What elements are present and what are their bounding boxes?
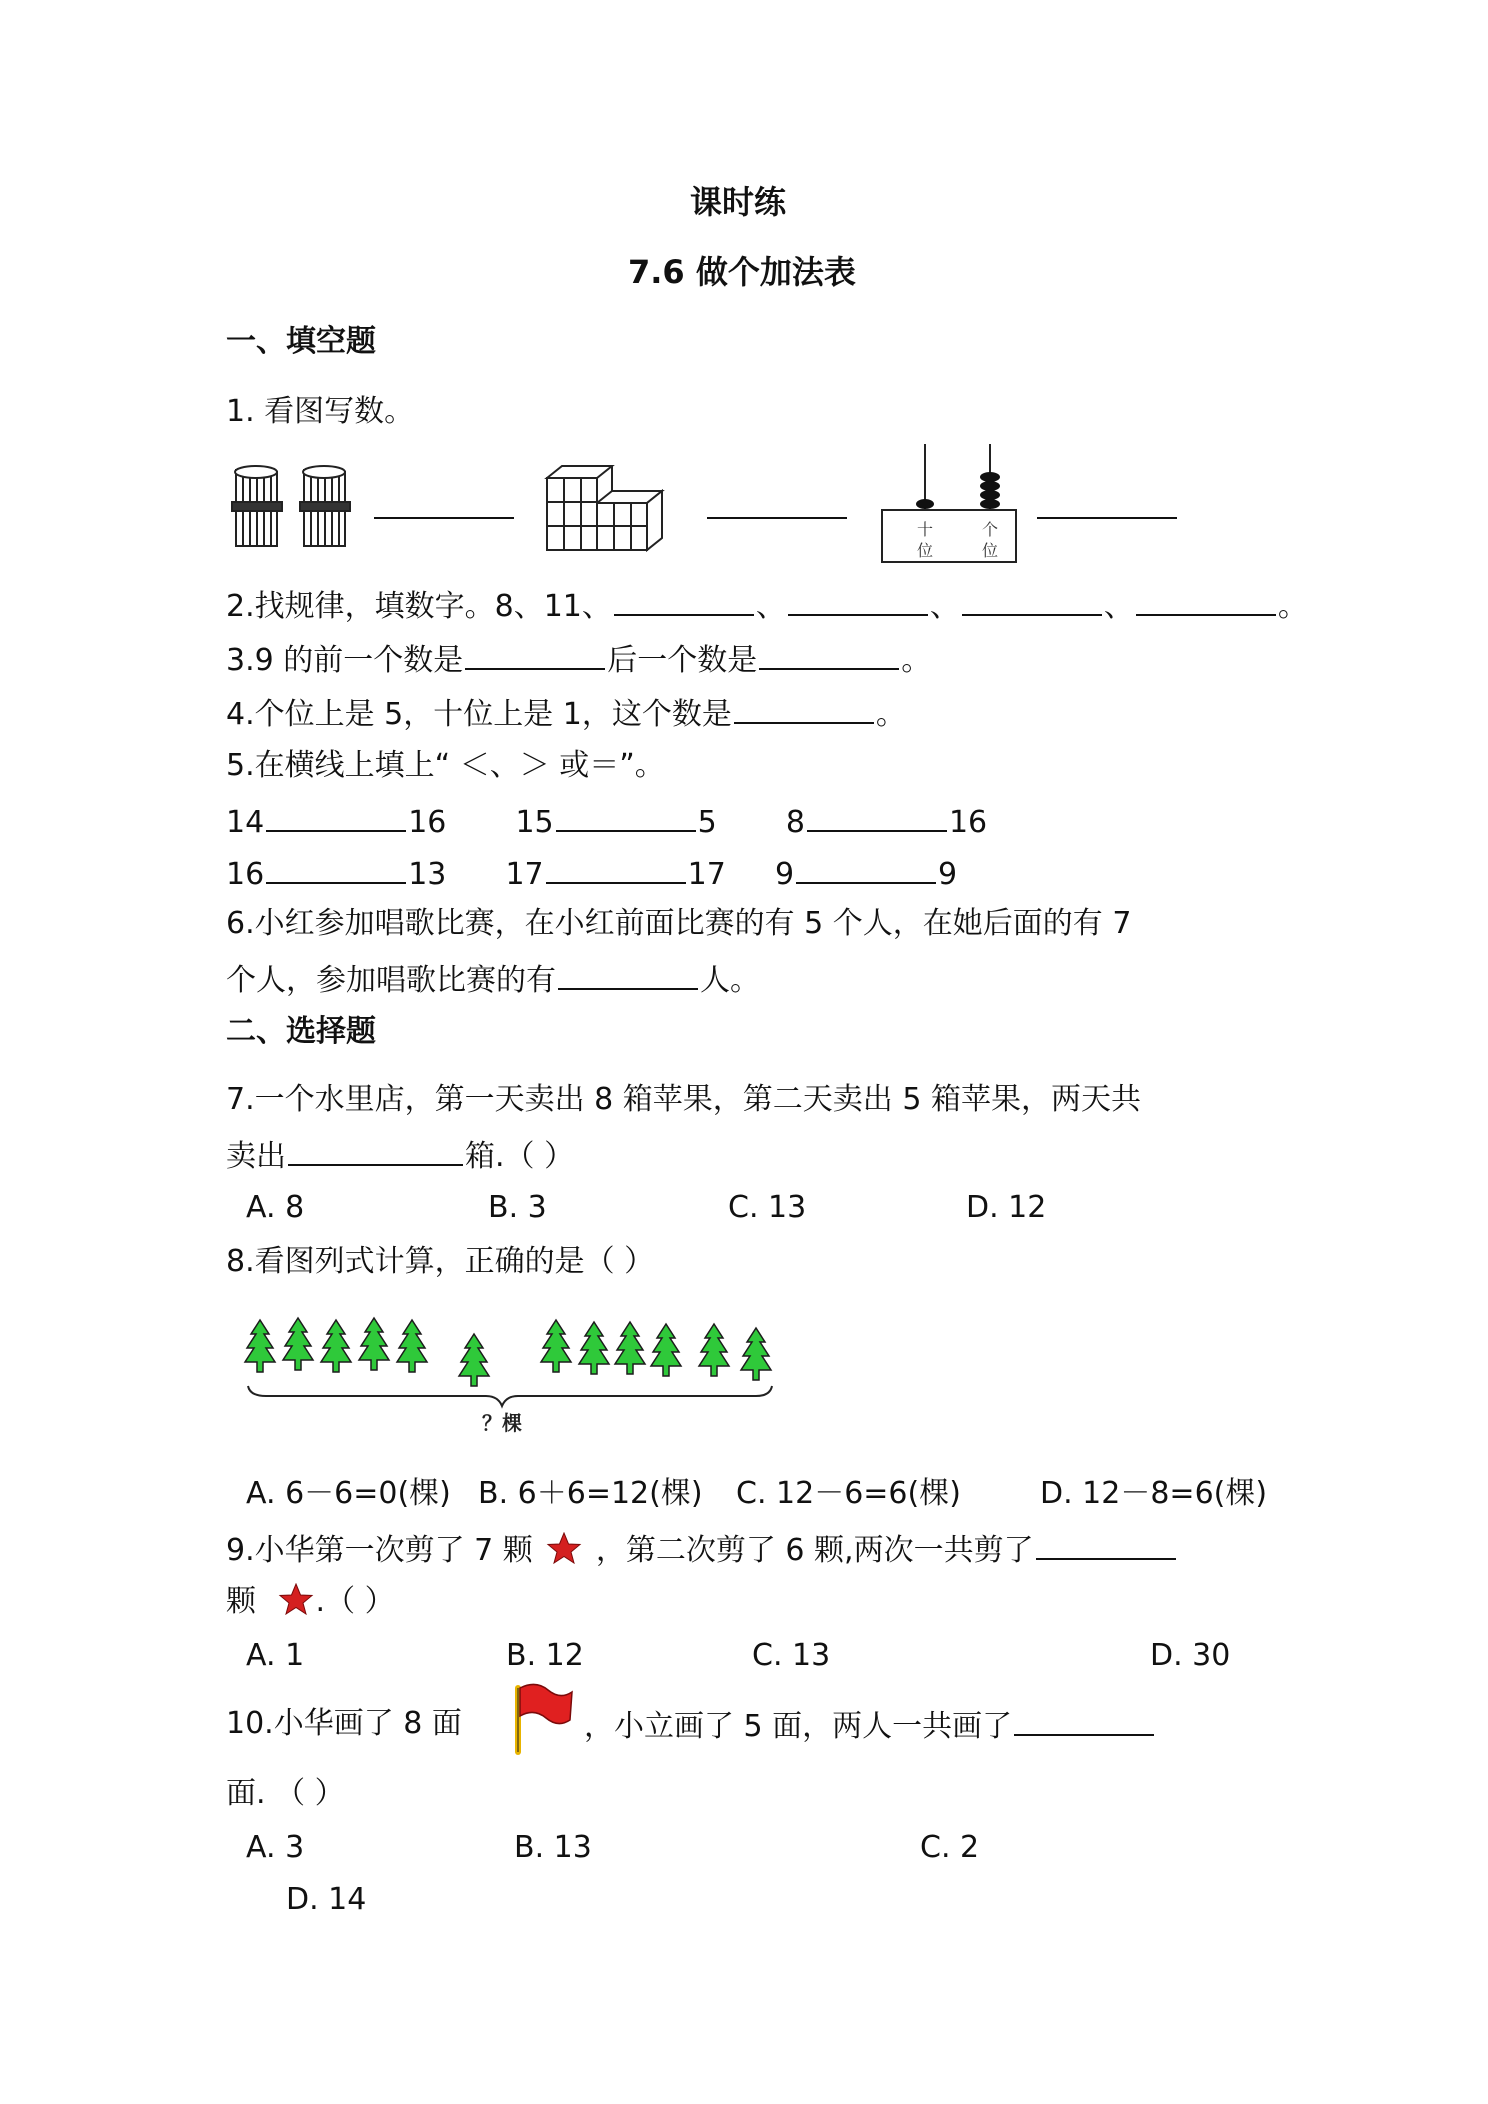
compare-left: 9 xyxy=(774,857,795,892)
tree xyxy=(615,1322,645,1374)
compare-left: 15 xyxy=(515,805,554,840)
stick-bundle xyxy=(300,466,350,546)
question-1-text: 1. 看图写数。 xyxy=(226,394,415,429)
question-9-line-1 xyxy=(226,1528,1178,1571)
compare-right: 16 xyxy=(408,805,447,840)
option-9-b[interactable]: B. 12 xyxy=(506,1638,584,1673)
question-10-line-1b xyxy=(584,1704,1156,1747)
question-5-text: 5.在横线上填上“ ＜、＞ 或＝”。 xyxy=(226,748,665,783)
compare-blank[interactable] xyxy=(546,852,686,884)
doc-title: 7.6 做个加法表 xyxy=(628,253,856,291)
tree xyxy=(741,1328,771,1380)
answer-blank-3a[interactable] xyxy=(465,638,605,670)
compare-right: 13 xyxy=(408,857,447,892)
question-4-text: 4.个位上是 5，十位上是 1，这个数是 xyxy=(226,697,732,732)
question-7-text-a: 卖出 xyxy=(226,1139,286,1174)
tree xyxy=(541,1320,571,1372)
question-8-text: 8.看图列式计算，正确的是（ ） xyxy=(226,1244,655,1279)
compare-right: 9 xyxy=(938,857,958,892)
answer-blank-1a[interactable] xyxy=(372,487,516,530)
stick-bundle xyxy=(232,466,282,546)
star-icon xyxy=(546,1532,582,1564)
option-10-a[interactable]: A. 3 xyxy=(246,1830,305,1865)
abacus-figure xyxy=(880,440,1020,565)
stick-bundles-figure xyxy=(228,462,363,552)
option-7-a[interactable]: A. 8 xyxy=(246,1190,305,1225)
compare-row-2 xyxy=(226,852,957,895)
question-6-text-b: 人。 xyxy=(700,963,760,998)
tree xyxy=(699,1324,729,1376)
question-2-line xyxy=(226,584,1308,627)
tree xyxy=(245,1320,275,1372)
period: 。 xyxy=(1277,589,1308,624)
brace-label: ？棵 xyxy=(482,1411,522,1435)
compare-blank[interactable] xyxy=(266,800,406,832)
brace xyxy=(248,1386,772,1406)
tree xyxy=(651,1324,681,1376)
option-8-c[interactable]: C. 12－6=6(棵) xyxy=(736,1476,961,1511)
question-10-text-a: 10.小华画了 8 面 xyxy=(226,1706,462,1741)
option-7-c[interactable]: C. 13 xyxy=(728,1190,807,1225)
abacus-place-label: 位 xyxy=(916,541,934,560)
answer-blank-1c[interactable] xyxy=(1035,487,1179,530)
period: 。 xyxy=(875,697,906,732)
answer-blank-7[interactable] xyxy=(288,1134,463,1166)
option-8-d[interactable]: D. 12－8=6(棵) xyxy=(1040,1476,1268,1511)
answer-blank-4[interactable] xyxy=(734,692,874,724)
answer-blank-9[interactable] xyxy=(1036,1528,1176,1560)
question-4-line xyxy=(226,692,906,735)
tree xyxy=(397,1320,427,1372)
compare-right: 5 xyxy=(697,805,717,840)
compare-blank[interactable] xyxy=(556,800,696,832)
question-9-text-a: 9.小华第一次剪了 7 颗 xyxy=(226,1533,533,1568)
option-8-a[interactable]: A. 6－6=0(棵) xyxy=(246,1476,451,1511)
answer-blank-6[interactable] xyxy=(558,958,698,990)
red-flag-icon xyxy=(508,1680,578,1756)
tree xyxy=(321,1320,351,1372)
cube-blocks-figure xyxy=(542,458,672,558)
tree xyxy=(459,1334,489,1386)
answer-blank-2a[interactable] xyxy=(614,584,754,616)
question-10-line-2: 面. （ ） xyxy=(226,1776,345,1811)
question-9-text-b: ，第二次剪了 6 颗,两次一共剪了 xyxy=(595,1533,1034,1568)
compare-left: 17 xyxy=(505,857,544,892)
compare-blank[interactable] xyxy=(796,852,936,884)
option-10-c[interactable]: C. 2 xyxy=(920,1830,980,1865)
answer-blank-1b[interactable] xyxy=(705,487,849,530)
option-7-b[interactable]: B. 3 xyxy=(488,1190,547,1225)
question-6-line-2 xyxy=(226,958,760,1001)
separator: 、 xyxy=(755,589,786,624)
question-9-text-d: .（ ） xyxy=(315,1584,395,1619)
compare-right: 17 xyxy=(687,857,726,892)
compare-blank[interactable] xyxy=(266,852,406,884)
question-6-text-a: 个人，参加唱歌比赛的有 xyxy=(226,963,556,998)
compare-right: 16 xyxy=(948,805,988,840)
compare-left: 14 xyxy=(226,805,265,840)
abacus-ones-label: 个 xyxy=(981,520,999,539)
separator: 、 xyxy=(1103,589,1134,624)
answer-blank-2d[interactable] xyxy=(1136,584,1276,616)
question-3-text-b: 后一个数是 xyxy=(607,643,758,678)
question-7-line-2 xyxy=(226,1134,574,1177)
question-3-text-a: 3.9 的前一个数是 xyxy=(226,643,464,678)
tree xyxy=(359,1318,389,1370)
question-2-text: 2.找规律，填数字。8、11、 xyxy=(226,589,612,624)
question-7-text-b: 箱.（ ） xyxy=(465,1139,575,1174)
question-6-line-1: 6.小红参加唱歌比赛，在小红前面比赛的有 5 个人，在她后面的有 7 xyxy=(226,906,1132,941)
answer-blank-2c[interactable] xyxy=(962,584,1102,616)
doc-header: 课时练 xyxy=(690,183,787,221)
option-9-c[interactable]: C. 13 xyxy=(752,1638,831,1673)
star-icon xyxy=(278,1583,314,1615)
abacus-tens-label: 十 xyxy=(916,520,934,539)
section-heading-multiple-choice: 二、选择题 xyxy=(226,1014,376,1049)
answer-blank-2b[interactable] xyxy=(788,584,928,616)
question-3-line xyxy=(226,638,931,681)
option-10-b[interactable]: B. 13 xyxy=(514,1830,592,1865)
compare-row-1 xyxy=(226,800,987,843)
option-10-d[interactable]: D. 14 xyxy=(286,1882,367,1917)
question-10-text-b: ，小立画了 5 面，两人一共画了 xyxy=(584,1709,1013,1744)
separator: 、 xyxy=(929,589,960,624)
option-8-b[interactable]: B. 6＋6=12(棵) xyxy=(478,1476,703,1511)
trees-figure xyxy=(236,1300,796,1440)
tree xyxy=(579,1322,609,1374)
option-9-d[interactable]: D. 30 xyxy=(1150,1638,1231,1673)
answer-blank-3b[interactable] xyxy=(759,638,899,670)
answer-blank-10[interactable] xyxy=(1014,1704,1154,1736)
compare-left: 16 xyxy=(226,857,265,892)
section-heading-fill-blank: 一、填空题 xyxy=(226,324,376,359)
abacus-place-label: 位 xyxy=(981,541,999,560)
option-9-a[interactable]: A. 1 xyxy=(246,1638,305,1673)
question-7-line-1: 7.一个水里店，第一天卖出 8 箱苹果，第二天卖出 5 箱苹果，两天共 xyxy=(226,1082,1141,1117)
compare-left: 8 xyxy=(785,805,805,840)
compare-blank[interactable] xyxy=(807,800,947,832)
period: 。 xyxy=(901,643,932,678)
question-9-line-2 xyxy=(226,1582,395,1622)
question-9-text-c: 颗 xyxy=(226,1584,256,1619)
tree xyxy=(283,1318,313,1370)
option-7-d[interactable]: D. 12 xyxy=(966,1190,1047,1225)
